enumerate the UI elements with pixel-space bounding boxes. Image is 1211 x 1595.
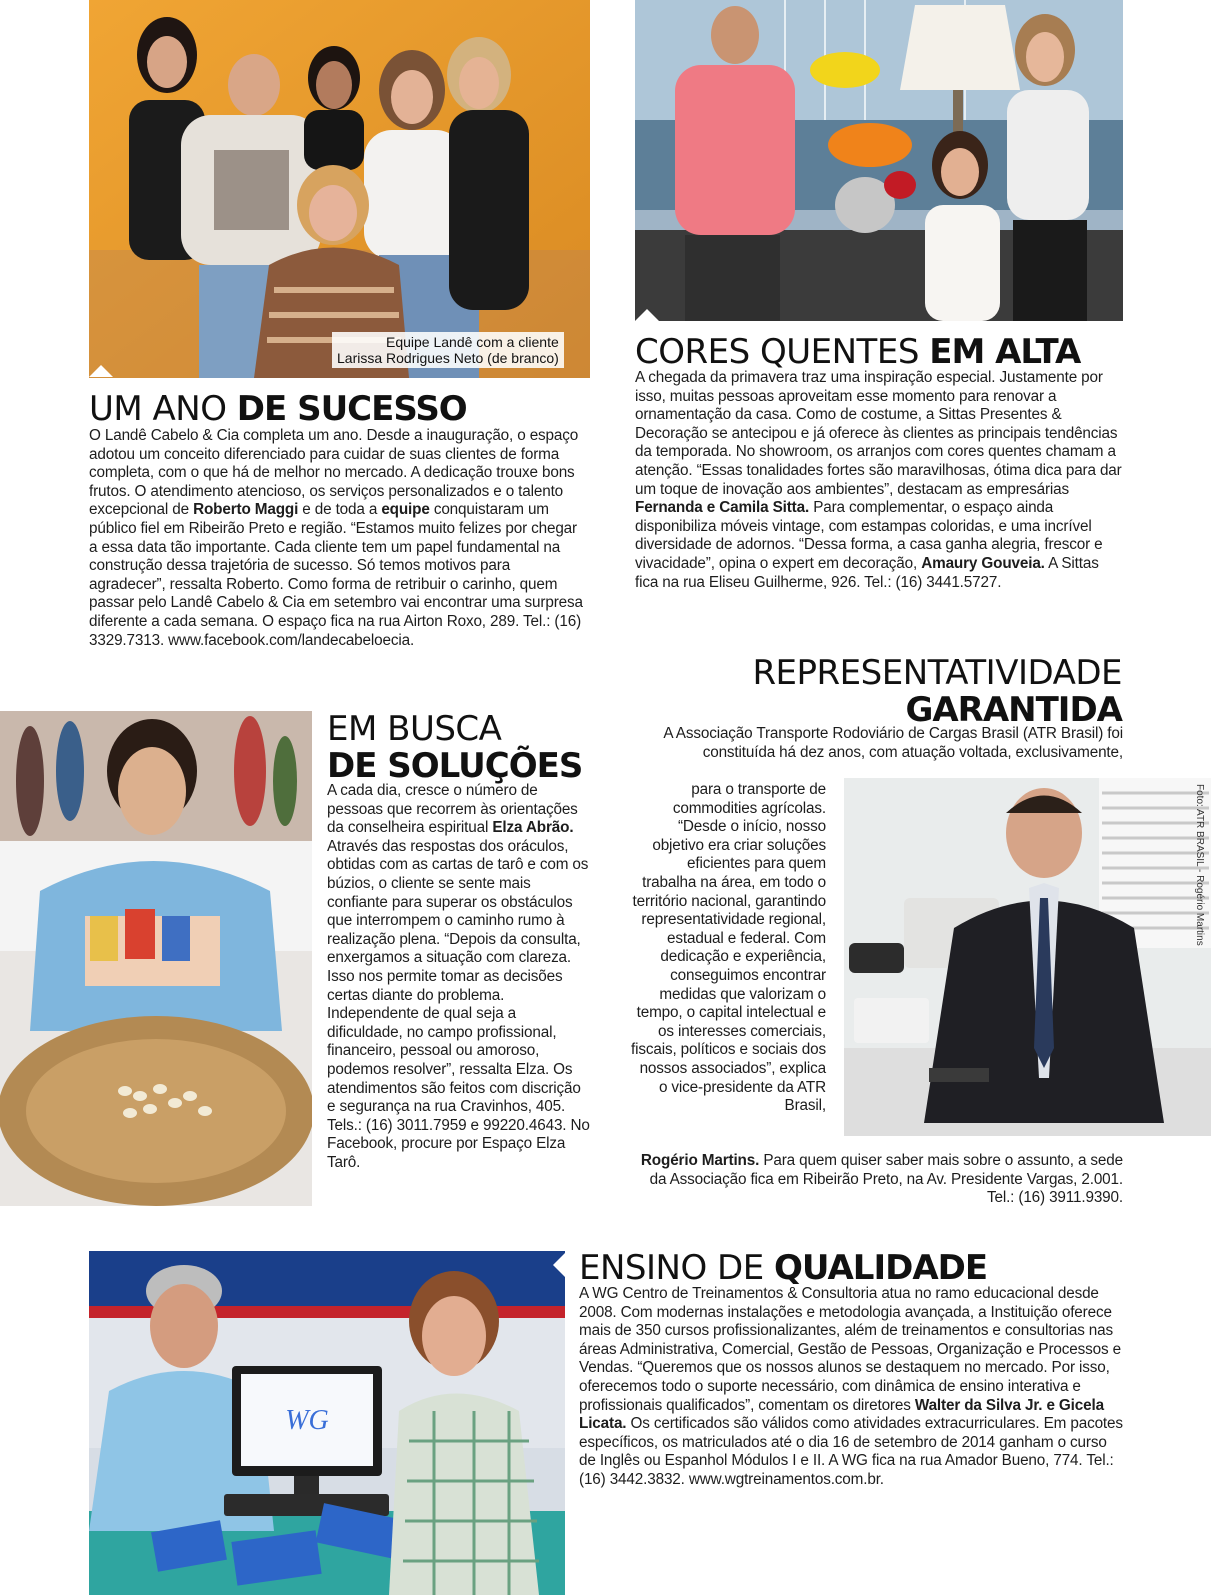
- wg-body: [579, 1285, 1123, 1490]
- lande-team-photo: [89, 0, 590, 378]
- sittas-text-1: A chegada da primavera traz uma inspiração especial. Justamente por isso, muitas pessoas aproveitam esse momento para renovar a ornamentação da casa. Como de costume, a Sittas Presentes & Decoração se antecipou e já oferece às clientes as principais tendências da temporada. No showroom, os arranjos com cores quentes chamam a atenção. “Essas tonalidades fortes são maravilhosas, ótima dica para dar um toque de inovação aos ambientes”, destacam as empresárias: [635, 369, 1122, 498]
- atr-headline-light: REPRESENTATIVIDADE: [752, 653, 1122, 693]
- wg-text-1: A WG Centro de Treinamentos & Consultoria atua no ramo educacional desde 2008. Com modernas instalações e metodologia avançada, a Instituição oferece mais de 350 cursos profissionalizantes, além de treinamentos e consultorias nas áreas Administrativa, Comercial, Gestão de Pessoas, Organização e Processos e Vendas. “Queremos que os nossos alunos se destaquem no mercado. Por isso, oferecemos todo o suporte necessário, com dinâmica de ensino interativa e profissionais qualificados”, comentam os diretores: [579, 1285, 1121, 1414]
- atr-office-photo: [844, 778, 1211, 1136]
- lande-bold-2: equipe: [381, 501, 430, 519]
- wg-bold-1: Walter da Silva Jr. e Gicela Licata.: [579, 1396, 1104, 1433]
- sittas-text-3: A Sittas fica na rua Eliseu Guilherme, 926. Tel.: (16) 3441.5727.: [635, 554, 1099, 591]
- elza-body: [327, 782, 590, 1172]
- wg-photo-notch: [553, 1253, 565, 1277]
- lande-body: [89, 427, 587, 650]
- caption-line-1: Equipe Landê com a cliente: [385, 334, 559, 350]
- wg-headline: [579, 1250, 987, 1286]
- atr-body-bottom: [635, 1152, 1123, 1208]
- atr-headline: [600, 655, 1122, 729]
- lande-bold-1: Roberto Maggi: [193, 501, 299, 519]
- sittas-bold-2: Amaury Gouveia.: [921, 554, 1045, 572]
- wg-training-photo: [89, 1251, 565, 1595]
- lande-photo-notch: [89, 365, 113, 377]
- lande-text-2: e de toda a: [302, 501, 378, 519]
- elza-text-1: A cada dia, cresce o número de pessoas que recorrem às orientações da conselheira espiritual: [327, 782, 578, 837]
- lande-headline-light: UM ANO: [89, 389, 227, 429]
- wg-headline-bold: QUALIDADE: [774, 1248, 988, 1288]
- elza-headline-light: EM BUSCA: [327, 709, 502, 749]
- caption-line-2: Larissa Rodrigues Neto (de branco): [337, 350, 559, 366]
- svg-text:WG: WG: [285, 1405, 329, 1436]
- atr-body-column: [630, 781, 826, 1116]
- lande-headline: [89, 391, 467, 427]
- sittas-headline-light: CORES QUENTES: [635, 332, 919, 372]
- atr-text-2: para o transporte de commodities agrícolas. “Desde o início, nosso objetivo era criar soluções eficientes para quem trabalha na área, em todo o território nacional, garantindo representatividade regional, estadual e federal. Com dedicação e experiência, conseguimos encontrar medidas que valorizam o tempo, o capital intelectual e os interesses comerciais, fiscais, políticos e sociais dos nossos associados”, explica o vice-presidente da ATR Brasil,: [631, 781, 826, 1115]
- sittas-showroom-photo: [635, 0, 1123, 321]
- elza-text-2: Através das respostas dos oráculos, obtidas com as cartas de tarô e com os búzios, o cliente se sente mais confiante para superar os obstáculos que interrompem o caminho rumo à realização plena. “Depois da consulta, enxergamos a situação com clareza. Isso nos permite tomar as decisões certas diante do problema. Independente de qual seja a dificuldade, no campo profissional, financeiro, pessoal ou amoroso, podemos resolver”, ressalta Elza. Os atendimentos são feitos com discrição e segurança na rua Cravinhos, 405. Tels.: (16) 3011.7959 e 99220.4643. No Facebook, procure por Espaço Elza Tarô.: [327, 837, 590, 1171]
- elza-bold-1: Elza Abrão.: [492, 819, 574, 837]
- lande-photo-caption: [332, 332, 564, 368]
- sittas-bold-1: Fernanda e Camila Sitta.: [635, 499, 810, 517]
- wg-headline-light: ENSINO DE: [579, 1248, 764, 1288]
- elza-headline-bold: DE SOLUÇÕES: [327, 746, 583, 786]
- lande-text-3: conquistaram um público fiel em Ribeirão Preto e região. “Estamos muito felizes por chegar a essa data tão importante. Cada cliente tem um papel fundamental na construção dessa trajetória de sucesso. Só temos motivos para agradecer”, ressalta Roberto. Como forma de retribuir o carinho, quem passar pelo Landê Cabelo & Cia em setembro vai encontrar uma surpresa diferente a cada semana. O espaço fica na rua Airton Roxo, 289. Tel.: (16) 3329.7313. www.facebook.com/landecabeloecia.: [89, 501, 583, 649]
- elza-headline: [327, 711, 582, 785]
- atr-text-3: Para quem quiser saber mais sobre o assunto, a sede da Associação fica em Ribeirão Preto, na Av. Presidente Vargas, 2.001. Tel.: (16) 3911.9390.: [649, 1152, 1123, 1207]
- wg-text-2: Os certificados são válidos como atividades extracurriculares. Em pacotes específicos, os matriculados até o dia 16 de setembro de 2014 ganham o curso de Inglês ou Espanhol Módulos I e II. A WG fica na rua Amador Bueno, 774. Tel.: (16) 3442.3832. www.wgtreinamentos.com.br.: [579, 1415, 1123, 1488]
- atr-bold-1: Rogério Martins.: [640, 1152, 760, 1169]
- sittas-text-2: Para complementar, o espaço ainda disponibiliza móveis vintage, com estampas coloridas, e uma incrível diversidade de adornos. “Dessa forma, a casa ganha alegria, frescor e vivacidade”, opina o expert em decoração,: [635, 499, 1103, 572]
- sittas-headline: [635, 334, 1080, 370]
- sittas-photo-notch: [635, 309, 659, 321]
- atr-photo-credit: Foto: ATR BRASIL - Rogério Martins: [1194, 784, 1205, 946]
- atr-headline-bold: GARANTIDA: [905, 690, 1122, 730]
- atr-body-top: [635, 725, 1123, 762]
- elza-tarot-photo: [0, 711, 312, 1206]
- lande-text-1: O Landê Cabelo & Cia completa um ano. Desde a inauguração, o espaço adotou um conceito diferenciado para cuidar de suas clientes de forma completa, com o que há de melhor no mercado. A dedicação trouxe bons frutos. O atendimento atencioso, os serviços personalizados e o talento excepcional de: [89, 427, 579, 519]
- lande-headline-bold: DE SUCESSO: [236, 389, 467, 429]
- atr-text-1: A Associação Transporte Rodoviário de Cargas Brasil (ATR Brasil) foi constituída há dez anos, com atuação voltada, exclusivamente,: [663, 725, 1123, 761]
- sittas-body: [635, 369, 1123, 592]
- sittas-headline-bold: EM ALTA: [929, 332, 1081, 372]
